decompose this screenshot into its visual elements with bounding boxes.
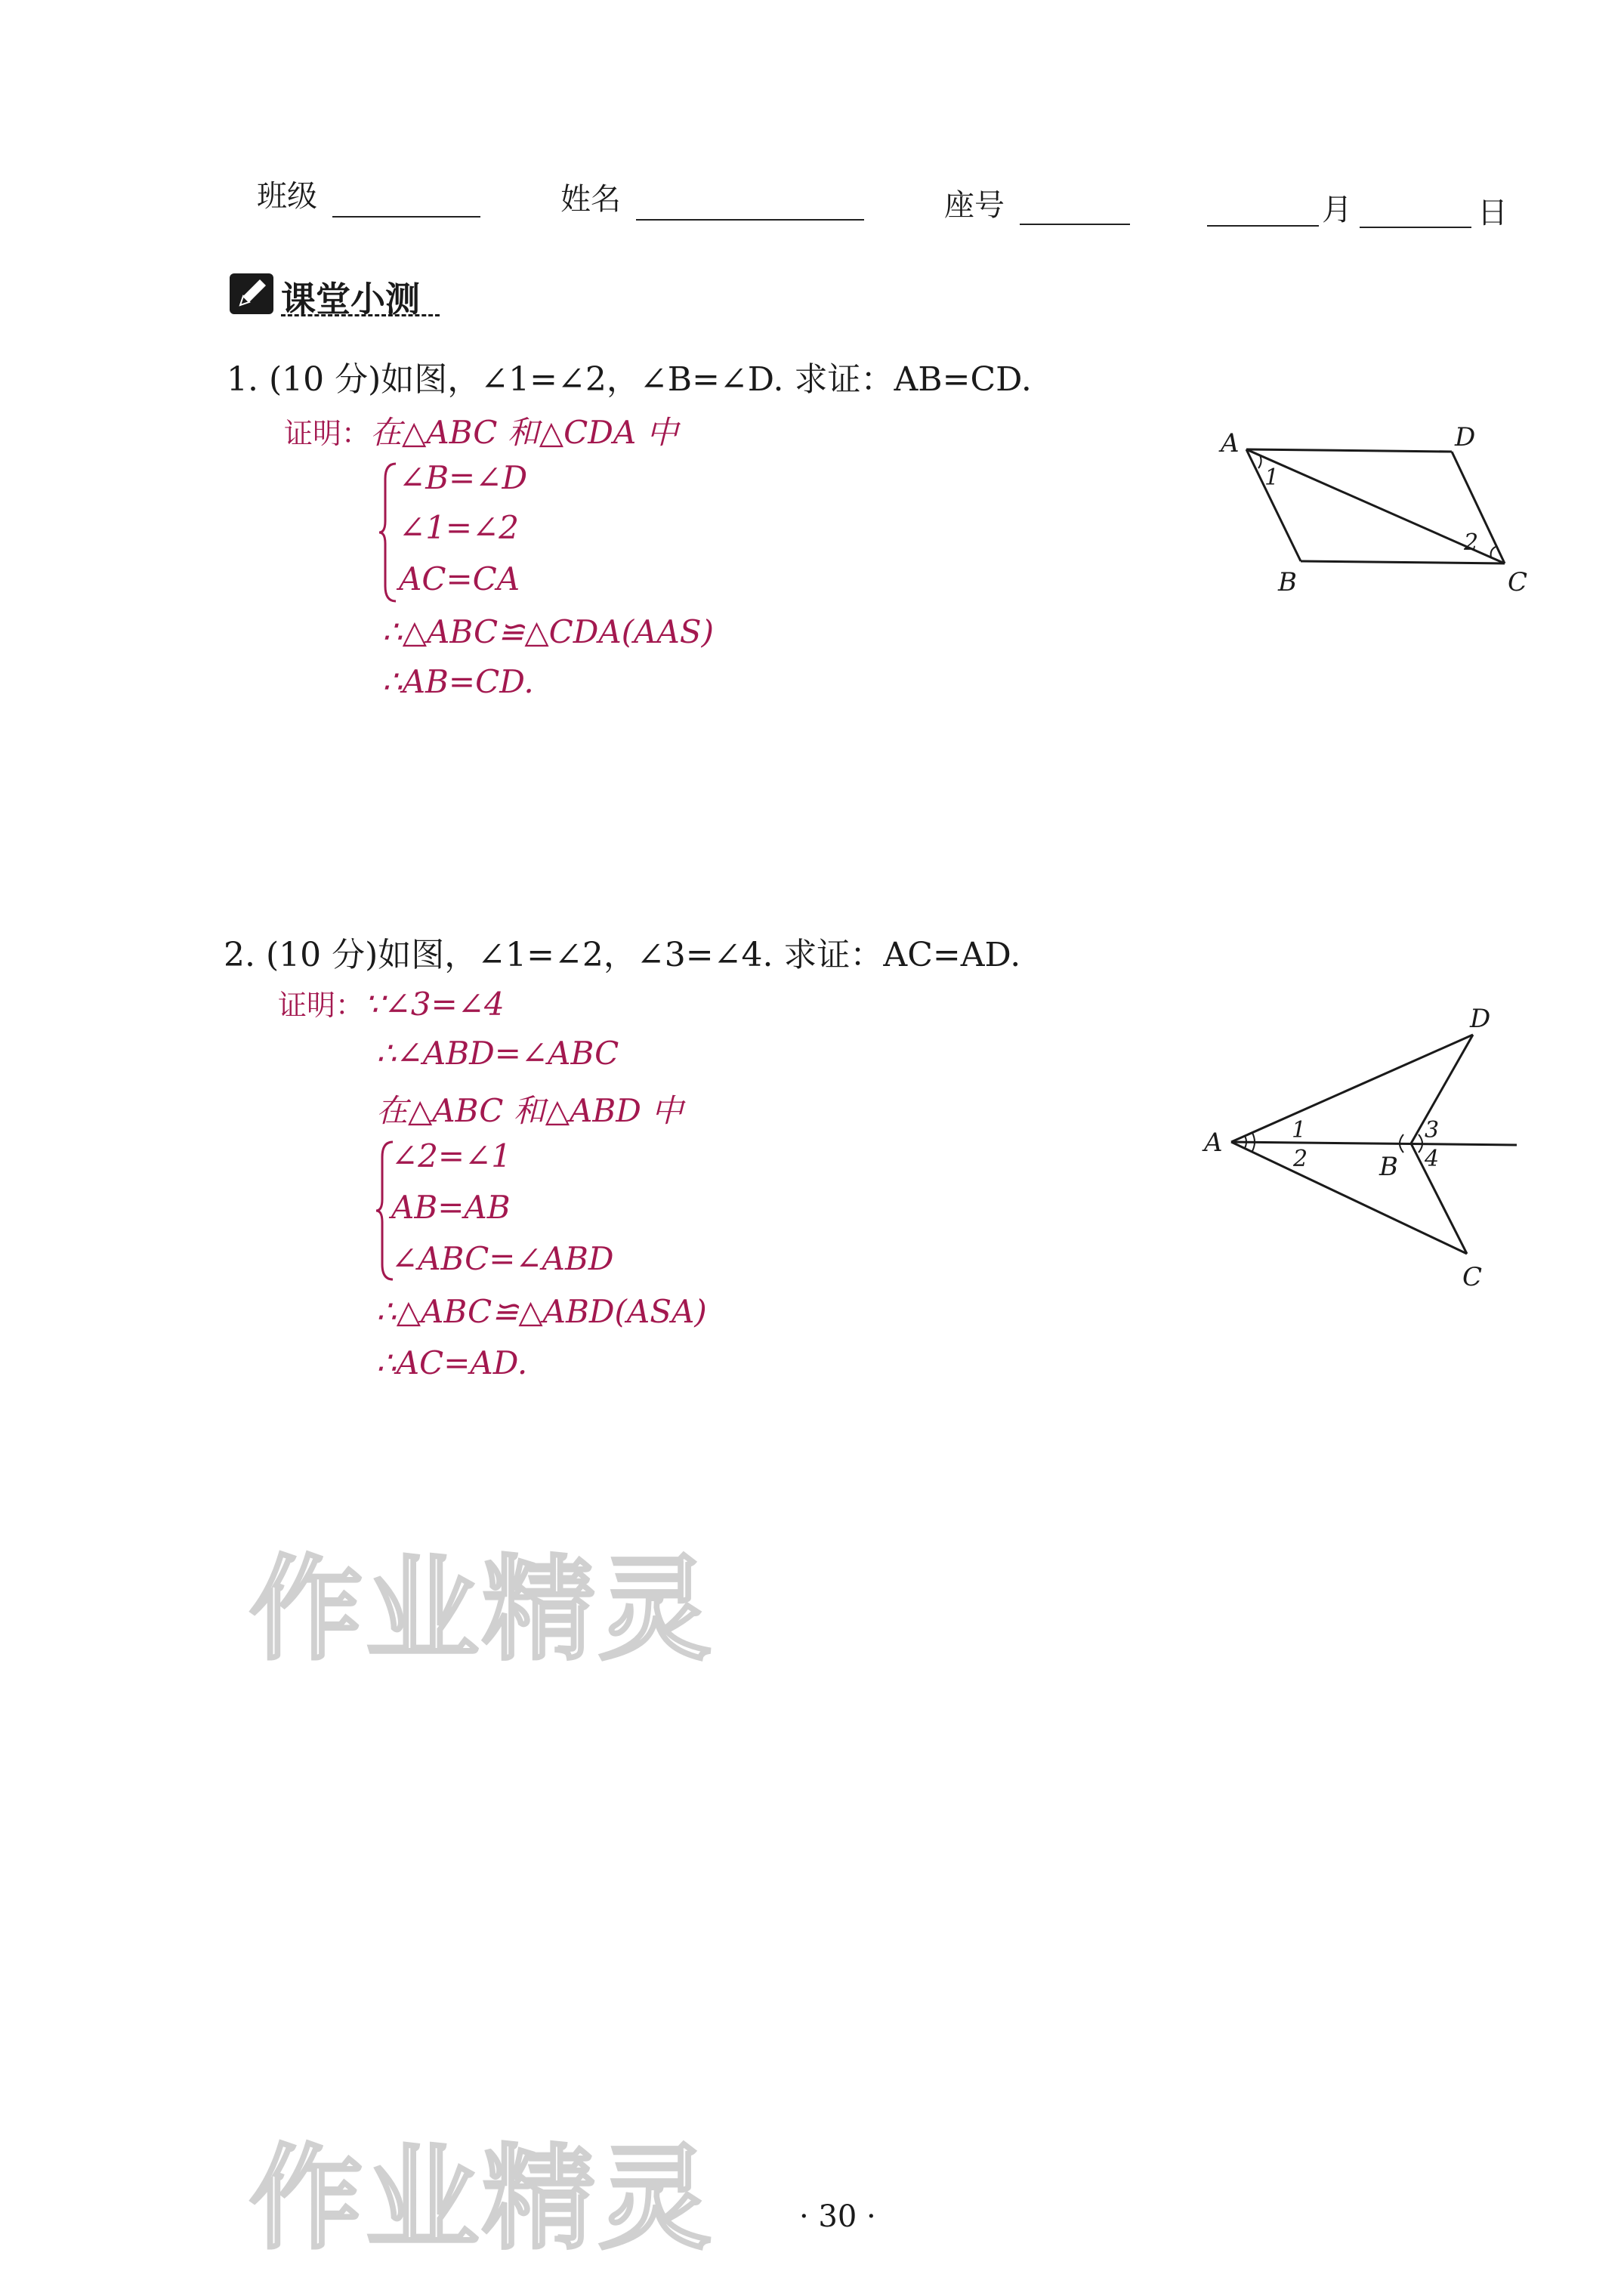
q1-proof-line-2: ∠1=∠2 bbox=[399, 509, 520, 546]
q2-fig-label-B: B bbox=[1379, 1152, 1398, 1182]
q2-proof-line-5: ∠ABC=∠ABD bbox=[391, 1240, 614, 1277]
name-blank[interactable] bbox=[636, 219, 864, 221]
q2-proof-line-6: ∴△ABC≌△ABD(ASA) bbox=[376, 1293, 707, 1330]
q1-proof-line-0: 证明：在△ABC 和△CDA 中 bbox=[284, 414, 678, 451]
q1-stem: 1. (10 分)如图，∠1=∠2，∠B=∠D. 求证：AB=CD. bbox=[227, 360, 1032, 399]
q2-figure bbox=[1193, 989, 1526, 1292]
q1-fig-angle-2: 2 bbox=[1464, 529, 1479, 556]
q1-proof-lead: 证明： bbox=[284, 417, 371, 450]
q1-fig-label-D: D bbox=[1455, 423, 1476, 452]
page-number: · 30 · bbox=[799, 2199, 876, 2234]
q2-stem: 2. (10 分)如图，∠1=∠2，∠3=∠4. 求证：AC=AD. bbox=[224, 936, 1021, 974]
q1-proof-line-5: ∴AB=CD. bbox=[382, 663, 534, 700]
q2-proof-line-4: AB=AB bbox=[391, 1189, 511, 1226]
q2-proof-lead: 证明： bbox=[278, 989, 365, 1022]
q2-fig-label-D: D bbox=[1470, 1004, 1491, 1034]
q1-figure bbox=[1209, 423, 1541, 604]
name-label: 姓名 bbox=[560, 182, 621, 217]
watermark-top: 作业精灵 bbox=[249, 1545, 715, 1676]
class-blank[interactable] bbox=[332, 216, 480, 218]
section-underline bbox=[281, 314, 440, 316]
q1-proof-line-3: AC=CA bbox=[399, 560, 520, 597]
q1-fig-label-B: B bbox=[1278, 567, 1297, 597]
class-label: 班级 bbox=[257, 179, 317, 214]
q2-fig-angle-1: 1 bbox=[1292, 1117, 1307, 1143]
q1-proof-line-1: ∠B=∠D bbox=[399, 459, 528, 496]
day-label: 日 bbox=[1477, 196, 1508, 230]
pencil-icon bbox=[228, 272, 276, 317]
seat-label: 座号 bbox=[944, 188, 1005, 223]
q2-fig-angle-3: 3 bbox=[1425, 1117, 1440, 1143]
q2-fig-angle-4: 4 bbox=[1425, 1146, 1440, 1172]
q2-proof-line-1: ∴∠ABD=∠ABC bbox=[376, 1035, 619, 1072]
q2-fig-angle-2: 2 bbox=[1293, 1146, 1308, 1172]
q1-fig-angle-1: 1 bbox=[1264, 464, 1280, 491]
q1-fig-label-C: C bbox=[1508, 567, 1528, 597]
month-blank[interactable] bbox=[1207, 225, 1319, 227]
q2-proof-line-7: ∴AC=AD. bbox=[376, 1344, 528, 1381]
q1-fig-label-A: A bbox=[1221, 428, 1240, 458]
q2-proof-line-0: 证明：∵∠3=∠4 bbox=[278, 986, 505, 1023]
q2-proof-line-2: 在△ABC 和△ABD 中 bbox=[376, 1092, 684, 1129]
month-label: 月 bbox=[1322, 193, 1352, 227]
q1-brace bbox=[378, 461, 400, 604]
watermark-bottom: 作业精灵 bbox=[249, 2134, 715, 2265]
section-title: 课堂小测 bbox=[281, 279, 420, 319]
q1-proof-line-4: ∴△ABC≌△CDA(AAS) bbox=[382, 613, 714, 650]
q2-fig-label-A: A bbox=[1204, 1128, 1223, 1158]
day-blank[interactable] bbox=[1360, 227, 1471, 228]
seat-blank[interactable] bbox=[1020, 224, 1130, 225]
q2-fig-label-C: C bbox=[1462, 1262, 1483, 1292]
q2-proof-line-3: ∠2=∠1 bbox=[391, 1137, 512, 1174]
